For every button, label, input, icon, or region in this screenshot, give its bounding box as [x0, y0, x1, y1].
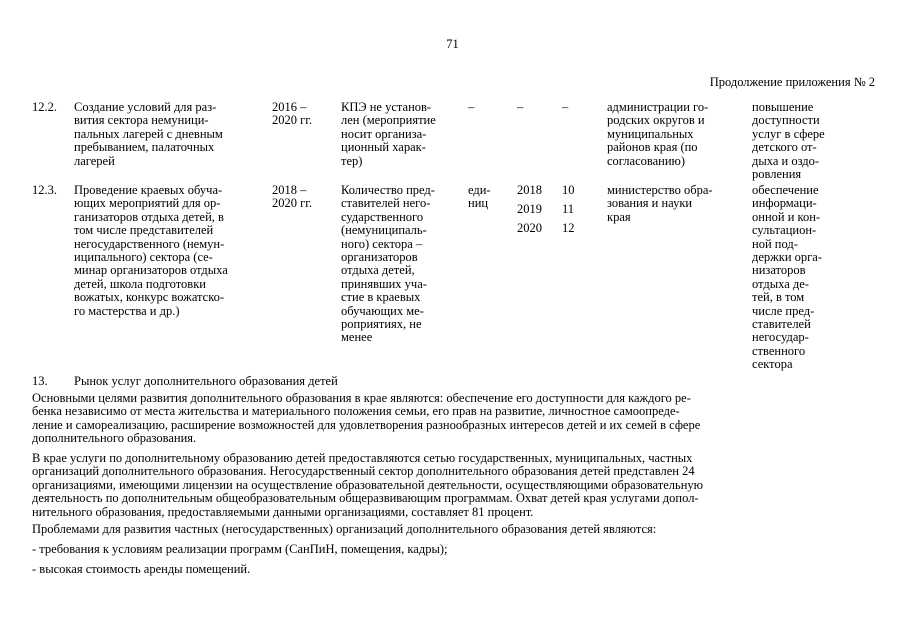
- value: 10: [562, 183, 575, 197]
- paragraph: Проблемами для развития частных (негосударственных) организаций дополнительного образования детей являются:: [32, 522, 657, 536]
- value-list: [562, 184, 602, 241]
- appendix-label: Продолжение приложения № 2: [709, 75, 875, 89]
- indicator: КПЭ не установ- лен (мероприятие носит организа- ционный харак- тер): [341, 100, 436, 168]
- paragraph: В крае услуги по дополнительному образованию детей предоставляются сетью государственных, муниципальных, частных организаций дополнительного образования. Негосударственный сектор дополнительного образования детей представлен 24 организациями, имеющими лицензии на осуществление образовательной деятельности, осуществляющими образовательную деятельность по дополнительным общеобразовательным общеразвивающим программам. Охват детей края услугами допол- нительного образования, предоставляемыми данными организациями, составляет 81 процент.: [32, 451, 703, 519]
- term: 2016 – 2020 гг.: [272, 100, 313, 128]
- measure-name: Создание условий для раз- вития сектора немуници- пальных лагерей с дневным пребыванием, палаточных лагерей: [74, 100, 223, 168]
- executor: министерство обра- зования и науки края: [607, 183, 713, 224]
- year: 2020: [517, 221, 542, 235]
- section-number: 13.: [32, 374, 48, 388]
- list-item: - высокая стоимость аренды помещений.: [32, 562, 251, 576]
- result: повышение доступности услуг в сфере детского от- дыха и оздо- ровления: [752, 100, 825, 182]
- term: 2018 – 2020 гг.: [272, 183, 313, 211]
- list-item: - требования к условиям реализации программ (СанПиН, помещения, кадры);: [32, 542, 448, 556]
- value: –: [562, 100, 569, 114]
- result: обеспечение информаци- онной и кон- сультацион- ной под- держки орга- низаторов отдыха де- тей, в том числе пред- ставителей негосудар- ственного сектора: [752, 183, 823, 372]
- value: 11: [562, 202, 575, 216]
- measure-name: Проведение краевых обуча- ющих мероприятий для ор- ганизаторов отдыха детей, в том числе представителей негосударственного (немун- иципального) сектора (се- минар организаторов отдыха детей, школа подготовки вожатых, конкурс вожатско- го мастерства и др.): [74, 183, 228, 318]
- paragraph: Основными целями развития дополнительного образования в крае являются: обеспечение его доступности для каждого ре- бенка независимо от места жительства и материального положения семьи, его прав на развитие, личностное самоопреде- ление и самореализацию, расширение возможностей для удовлетворения разнообразных интересов детей и их семей в сфере дополнительного образования.: [32, 391, 701, 446]
- year: 2019: [517, 202, 542, 216]
- value: 12: [562, 221, 575, 235]
- executor: администрации го- родских округов и муниципальных районов края (по согласованию): [607, 100, 709, 168]
- section-title: Рынок услуг дополнительного образования детей: [74, 374, 338, 388]
- page-number: 71: [446, 37, 459, 51]
- indicator: Количество пред- ставителей него- сударственного (немуниципаль- ного) сектора – организаторов отдыха детей, принявших уча- стие в краевых обучающих ме- роприятиях, не менее: [341, 183, 435, 345]
- year: –: [517, 100, 524, 114]
- row-number: 12.2.: [32, 100, 57, 114]
- row-number: 12.3.: [32, 183, 57, 197]
- unit: –: [468, 100, 475, 114]
- year: 2018: [517, 183, 542, 197]
- unit: еди- ниц: [468, 183, 491, 211]
- year-list: [517, 184, 557, 241]
